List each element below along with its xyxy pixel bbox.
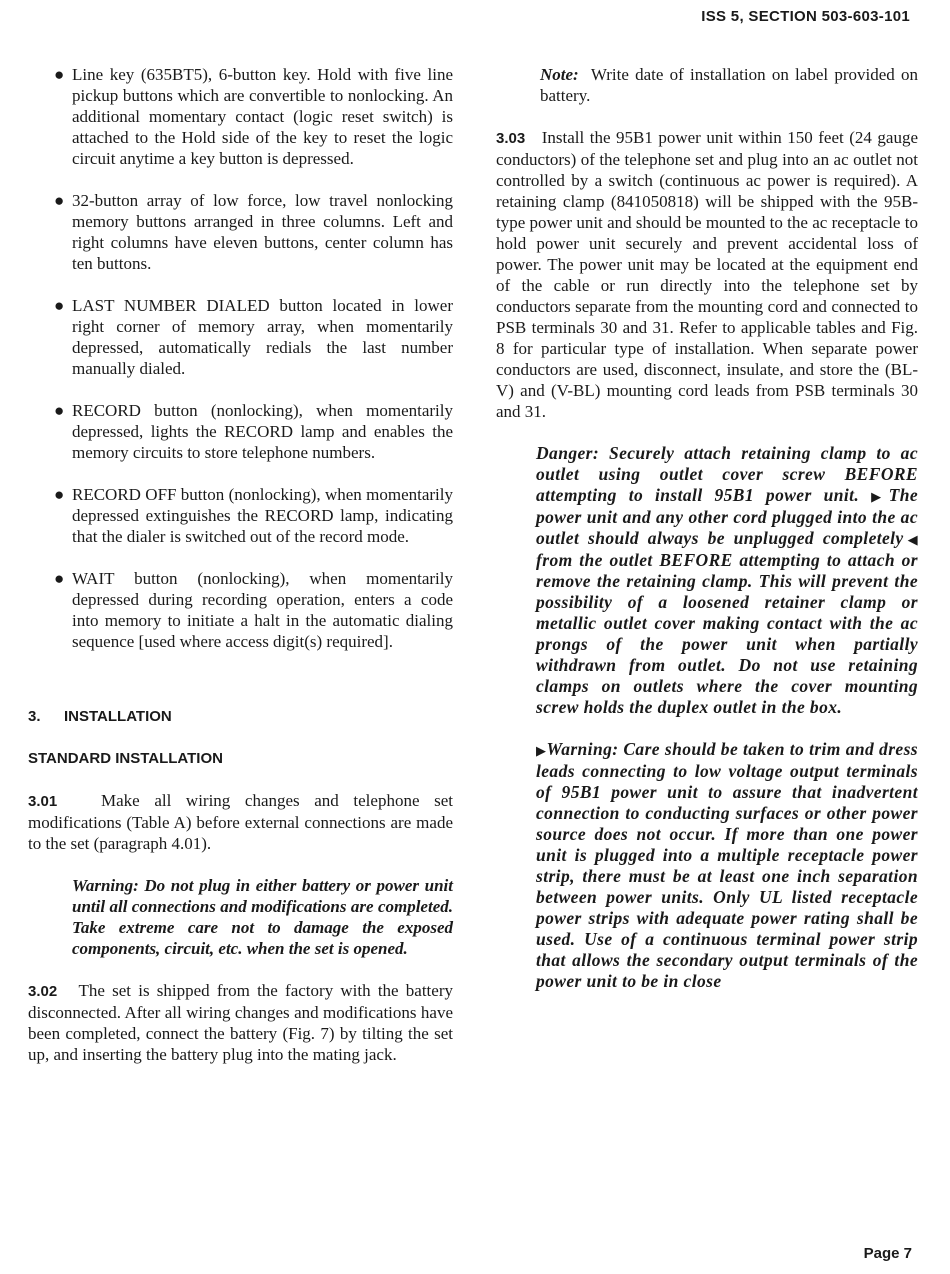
change-end-icon: ◀ <box>903 532 918 547</box>
list-item: ● RECORD OFF button (nonlocking), when momentarily depressed extinguishes the RECORD lamp, indicating that the dialer is switched out of the record mode. <box>54 485 453 546</box>
bullet-icon: ● <box>54 296 65 315</box>
right-column <box>496 64 918 992</box>
bullet-icon: ● <box>54 485 65 504</box>
danger-note: Danger: Securely attach retaining clamp to ac outlet using outlet cover screw BEFORE attempting to install 95B1 power unit. ▶The power unit and any other cord plugged into the ac outlet should always be unplugged completely◀ from the outlet BEFORE attempting to attach or remove the retaining clamp. This will prevent the possibility of a loosened retainer clamp or metallic outlet cover making contact with the ac prongs of the power unit when partially withdrawn from outlet. Do not use retaining clamps on outlets where the cover mounting screw holds the duplex outlet in the box. <box>536 443 918 717</box>
warning-note: Warning: Do not plug in either battery or power unit until all connections and modifications are completed. Take extreme care not to damage the exposed components, circuit, etc. when the set is opened. <box>72 876 453 958</box>
page-number: Page 7 <box>863 1245 912 1262</box>
bullet-icon: ● <box>54 401 65 420</box>
subsection-heading: STANDARD INSTALLATION <box>28 750 223 767</box>
list-item: ● Line key (635BT5), 6-button key. Hold with five line pickup buttons which are convertible to nonlocking. An additional momentary contact (logic reset switch) is attached to the Hold side of the key to reset the logic circuit anytime a key button is depressed. <box>54 65 453 168</box>
paragraph-3-01: 3.01 Make all wiring changes and telephone set modifications (Table A) before external connections are made to the set (paragraph 4.01). <box>28 791 453 853</box>
bullet-icon: ● <box>54 191 65 210</box>
list-item: ● WAIT button (nonlocking), when momentarily depressed during recording operation, enters a code into memory to initiate a halt in the automatic dialing sequence [used where access digit(s) required]. <box>54 569 453 651</box>
power-warning-note: ▶Warning: Care should be taken to trim and dress leads connecting to low voltage output terminals of 95B1 power unit to assure that inadvertent connection to conducting surfaces or other power source does not occur. If more than one power unit is plugged into a multiple receptacle power strip, there must be at least one inch separation between power units. Only UL listed receptacle power strips with adequate power rating shall be used. Use of a continuous terminal power strip that allows the secondary output terminals of the power unit to be in close <box>536 739 919 991</box>
section-heading: 3. INSTALLATION <box>28 708 172 725</box>
change-start-icon: ▶ <box>871 489 889 504</box>
paragraph-3-03: 3.03 Install the 95B1 power unit within 150 feet (24 gauge conductors) of the telephone set and plug into an ac outlet not controlled by a switch (continuous ac power is required). A retaining clamp (841050818) will be shipped with the 95B-type power unit and should be mounted to the ac receptacle to hold power unit securely and prevent accidental loss of power. The power unit may be located at the equipment end of the cable or run directly into the telephone set by conductors separate from the mounting cord and connected to PSB terminals 30 and 31. Refer to applicable tables and Fig. 8 for particular type of installation. When separate power conductors are used, disconnect, insulate, and store the (BL-V) and (V-BL) mounting cord leads from PSB terminals 30 and 31. <box>496 128 919 421</box>
page-header: ISS 5, SECTION 503-603-101 <box>701 8 910 25</box>
bullet-icon: ● <box>54 569 65 588</box>
bullet-icon: ● <box>54 65 65 84</box>
feature-list <box>28 64 453 652</box>
list-item: ● 32-button array of low force, low travel nonlocking memory buttons arranged in three columns. Left and right columns have eleven buttons, center column has ten buttons. <box>54 191 453 273</box>
change-start-icon: ▶ <box>536 743 547 758</box>
list-item: ● RECORD button (nonlocking), when momentarily depressed, lights the RECORD lamp and enables the memory circuits to store telephone numbers. <box>54 401 453 462</box>
battery-note: Note: Write date of installation on label provided on battery. <box>540 65 918 105</box>
list-item: ● LAST NUMBER DIALED button located in lower right corner of memory array, when momentarily depressed, automatically redials the last number manually dialed. <box>54 296 453 378</box>
left-column <box>28 64 453 1065</box>
paragraph-3-02: 3.02 The set is shipped from the factory with the battery disconnected. After all wiring changes and modifications have been completed, connect the battery (Fig. 7) by tilting the set up, and inserting the battery plug into the mating jack. <box>28 981 453 1064</box>
